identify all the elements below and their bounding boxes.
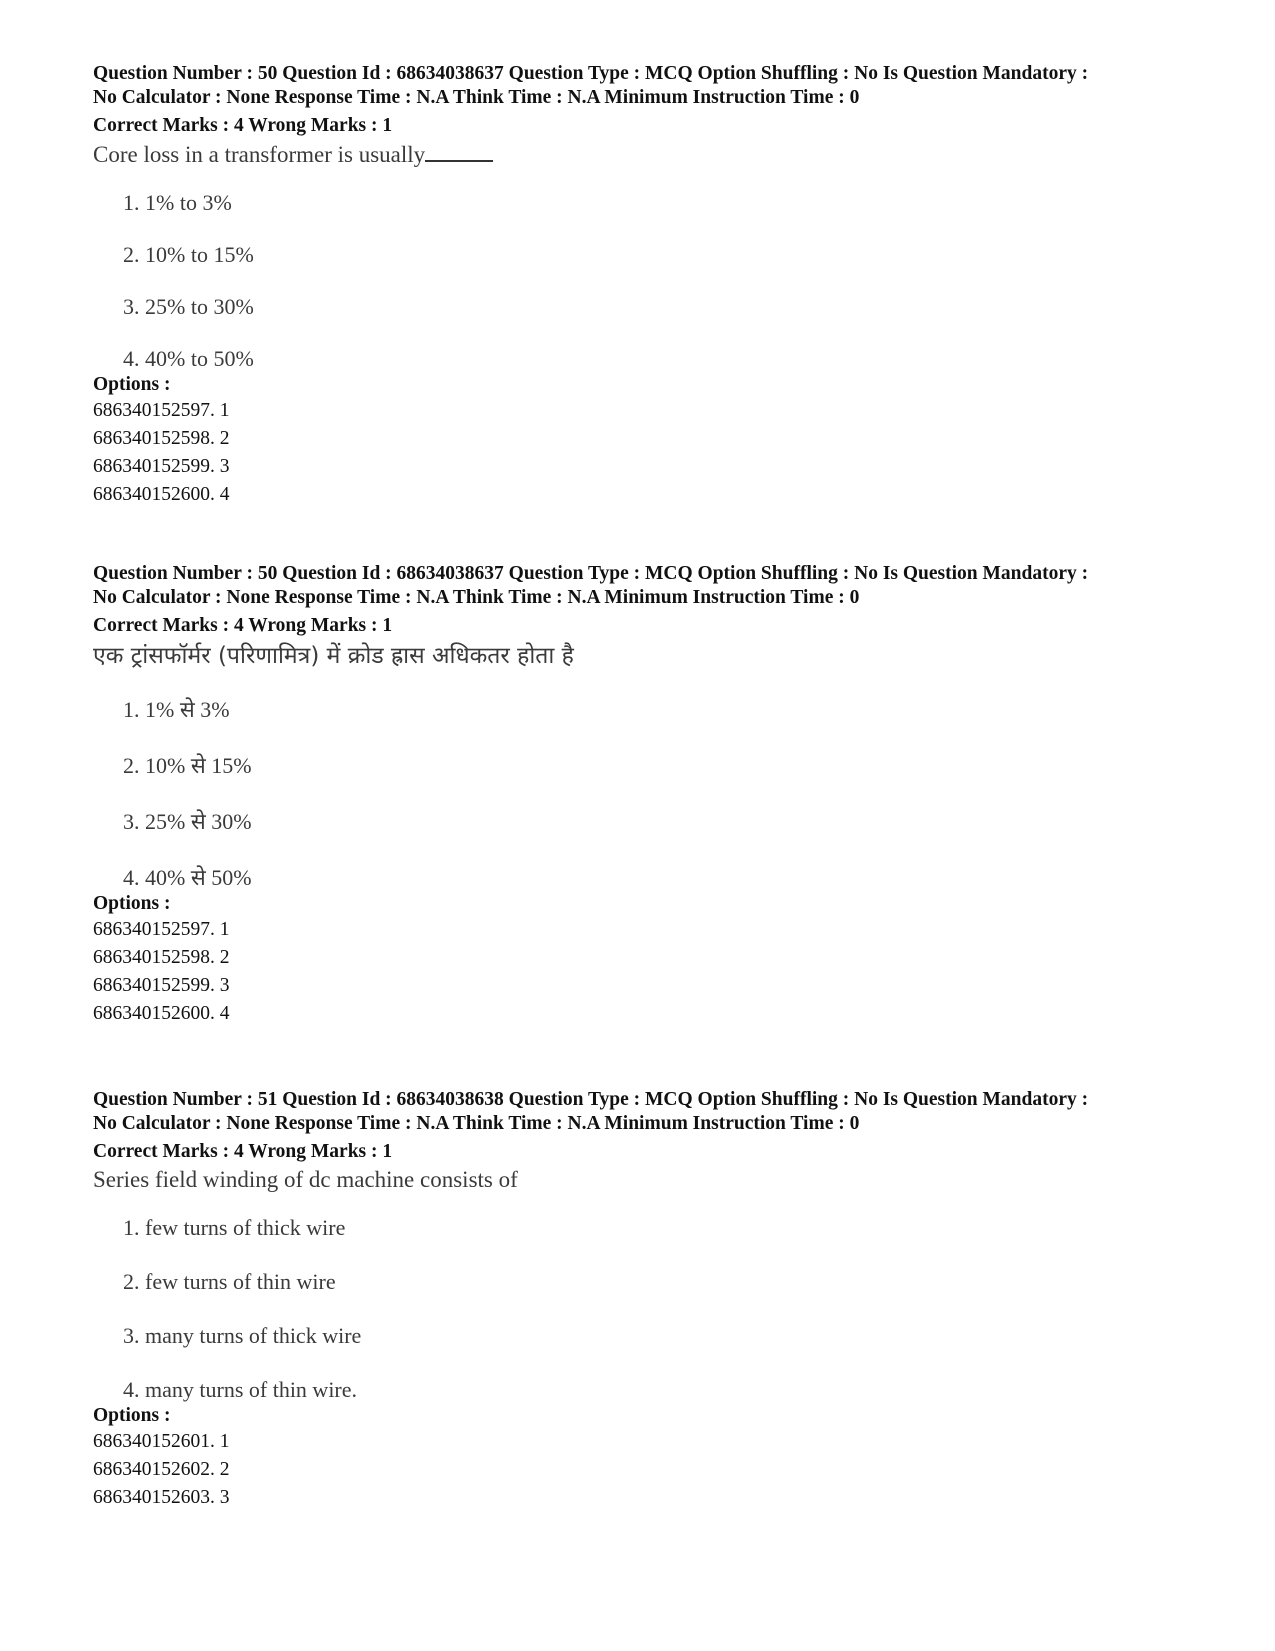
answer-choices	[93, 189, 1203, 373]
option-id-row-1: 686340152597. 1	[93, 919, 230, 940]
question-meta-line-1: Question Number : 50 Question Id : 68634038637 Question Type : MCQ Option Shuffling : No Is Question Mandatory :	[93, 563, 1089, 584]
question-meta-line-2: No Calculator : None Response Time : N.A Think Time : N.A Minimum Instruction Time : 0	[93, 1113, 860, 1134]
question-meta-line-1: Question Number : 50 Question Id : 68634038637 Question Type : MCQ Option Shuffling : No Is Question Mandatory :	[93, 63, 1089, 84]
option-id-row-2: 686340152598. 2	[93, 428, 230, 449]
question-meta-line-2: No Calculator : None Response Time : N.A Think Time : N.A Minimum Instruction Time : 0	[93, 87, 860, 108]
option-id-row-3: 686340152603. 3	[93, 1487, 230, 1508]
option-id-row-3: 686340152599. 3	[93, 456, 230, 477]
answer-choice-2: 2. 10% से 15%	[123, 753, 252, 778]
answer-choice-1: 1. 1% से 3%	[123, 697, 230, 722]
answer-choices	[93, 696, 1203, 892]
option-id-row-2: 686340152602. 2	[93, 1459, 230, 1480]
question-block-1	[93, 62, 1203, 509]
question-text: एक ट्रांसफॉर्मर (परिणामित्र) में क्रोड ह्रास अधिकतर होता है	[93, 643, 574, 669]
answer-choice-4: 4. many turns of thin wire.	[123, 1377, 358, 1402]
option-id-row-1: 686340152601. 1	[93, 1431, 230, 1452]
answer-choice-1: 1. 1% to 3%	[123, 190, 232, 215]
answer-choice-2: 2. few turns of thin wire	[123, 1269, 336, 1294]
options-label: Options :	[93, 374, 171, 395]
answer-choice-2: 2. 10% to 15%	[123, 242, 254, 267]
question-marks: Correct Marks : 4 Wrong Marks : 1	[93, 615, 393, 636]
option-id-row-4: 686340152600. 4	[93, 1003, 230, 1024]
option-id-row-1: 686340152597. 1	[93, 400, 230, 421]
question-marks: Correct Marks : 4 Wrong Marks : 1	[93, 1141, 393, 1162]
answer-choice-4: 4. 40% to 50%	[123, 346, 254, 371]
answer-blank	[425, 140, 493, 162]
answer-choice-3: 3. many turns of thick wire	[123, 1323, 362, 1348]
question-marks: Correct Marks : 4 Wrong Marks : 1	[93, 115, 393, 136]
question-text	[93, 140, 1203, 169]
option-id-row-4: 686340152600. 4	[93, 484, 230, 505]
answer-choices	[93, 1214, 1203, 1404]
question-meta-line-2: No Calculator : None Response Time : N.A Think Time : N.A Minimum Instruction Time : 0	[93, 587, 860, 608]
question-block-2	[93, 562, 1203, 1028]
answer-choice-3: 3. 25% to 30%	[123, 294, 254, 319]
question-text: Series field winding of dc machine consists of	[93, 1167, 518, 1192]
question-text-content: Core loss in a transformer is usually	[93, 142, 426, 167]
answer-choice-4: 4. 40% से 50%	[123, 865, 252, 890]
option-id-row-3: 686340152599. 3	[93, 975, 230, 996]
answer-choice-1: 1. few turns of thick wire	[123, 1215, 346, 1240]
options-label: Options :	[93, 1405, 171, 1426]
answer-choice-3: 3. 25% से 30%	[123, 809, 252, 834]
option-id-row-2: 686340152598. 2	[93, 947, 230, 968]
question-block-3	[93, 1088, 1203, 1512]
options-label: Options :	[93, 893, 171, 914]
question-meta-line-1: Question Number : 51 Question Id : 68634038638 Question Type : MCQ Option Shuffling : No Is Question Mandatory :	[93, 1089, 1089, 1110]
